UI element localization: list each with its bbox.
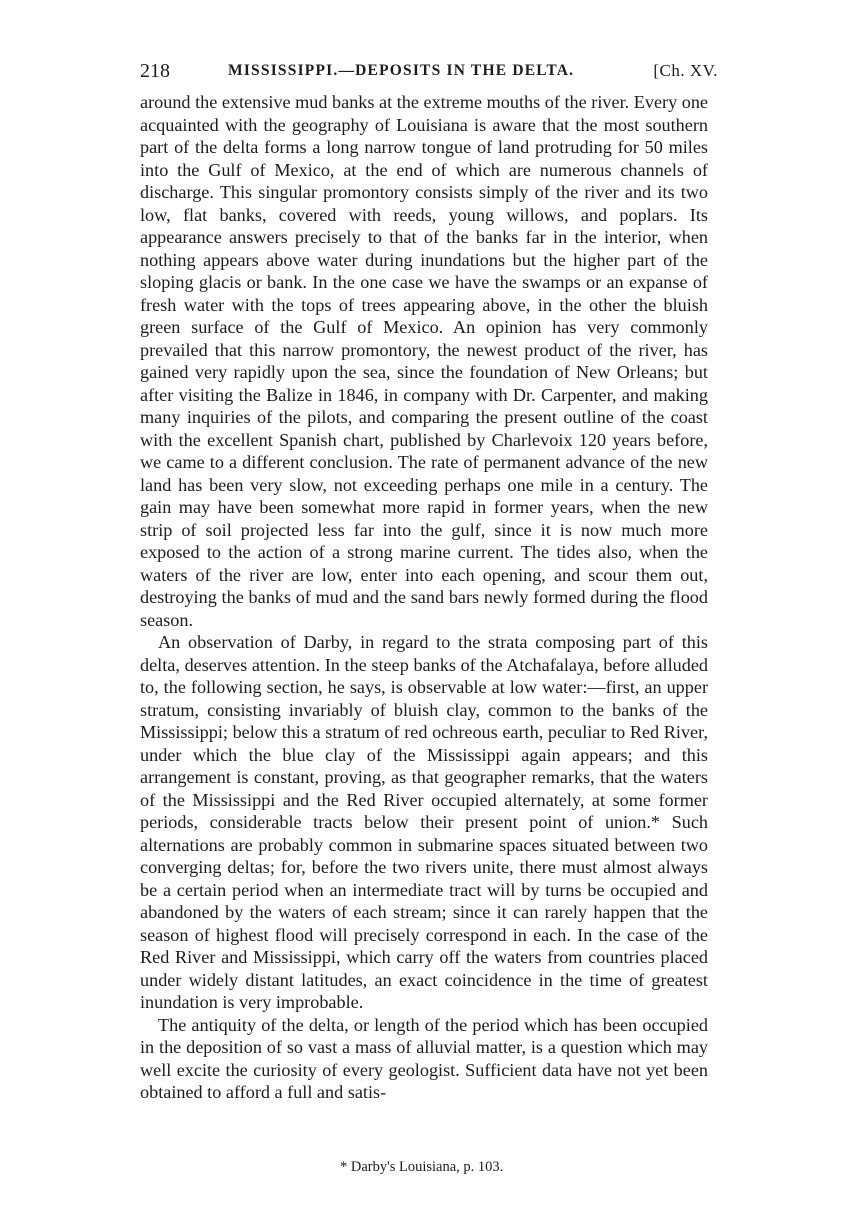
- body-text: [140, 91, 708, 1104]
- chapter-label: [Ch. XV.: [653, 61, 718, 80]
- paragraph-3: The antiquity of the delta, or length of the period which has been occupied in the deposition of so vast a mass of alluvial matter, is a question which may well excite the curiosity of every geologist. Sufficient data have not yet been obtained to afford a full and satis-: [140, 1014, 708, 1102]
- footnote: * Darby's Louisiana, p. 103.: [340, 1159, 504, 1175]
- paragraph-2: An observation of Darby, in regard to the strata composing part of this delta, deserves attention. In the steep banks of the Atchafalaya, before alluded to, the following section, he says, is observable at low water:—first, an upper stratum, consisting invariably of bluish clay, common to the banks of the Mississippi; below this a stratum of red ochreous earth, peculiar to Red River, under which the blue clay of the Mississippi again appears; and this arrangement is constant, proving, as that geographer remarks, that the waters of the Mississippi and the Red River occupied alternately, at some former periods, considerable tracts below their present point of union.* Such alternations are probably common in submarine spaces situated between two converging deltas; for, before the two rivers unite, there must almost always be a certain period when an intermediate tract will by turns be occupied and abandoned by the waters of each stream; since it can rarely happen that the season of highest flood will precisely correspond in each. In the case of the Red River and Mississippi, which carry off the waters from countries placed under widely distant latitudes, an exact coincidence in the time of greatest inundation is very improbable.: [140, 632, 708, 1012]
- running-header: [140, 59, 718, 83]
- running-title: MISSISSIPPI.—DEPOSITS IN THE DELTA.: [228, 62, 575, 79]
- paragraph-1: around the extensive mud banks at the extreme mouths of the river. Every one acquainted with the geography of Louisiana is aware that the most southern part of the delta forms a long narrow tongue of land protruding for 50 miles into the Gulf of Mexico, at the end of which are numerous channels of discharge. This singular promontory consists simply of the river and its two low, flat banks, covered with reeds, young willows, and poplars. Its appearance answers precisely to that of the banks far in the interior, when nothing appears above water during inundations but the higher part of the sloping glacis or bank. In the one case we have the swamps or an expanse of fresh water with the tops of trees appearing above, in the other the bluish green surface of the Gulf of Mexico. An opinion has very commonly prevailed that this narrow promontory, the newest product of the river, has gained very rapidly upon the sea, since the foundation of New Orleans; but after visiting the Balize in 1846, in company with Dr. Carpenter, and making many inquiries of the pilots, and comparing the present outline of the coast with the excellent Spanish chart, published by Charlevoix 120 years before, we came to a different conclusion. The rate of permanent advance of the new land has been very slow, not exceeding perhaps one mile in a century. The gain may have been somewhat more rapid in former years, when the new strip of soil projected less far into the gulf, since it is now much more exposed to the action of a strong marine current. The tides also, when the waters of the river are low, enter into each opening, and scour them out, destroying the banks of mud and the sand bars newly formed during the flood season.: [140, 92, 708, 630]
- page-number: 218: [140, 60, 170, 82]
